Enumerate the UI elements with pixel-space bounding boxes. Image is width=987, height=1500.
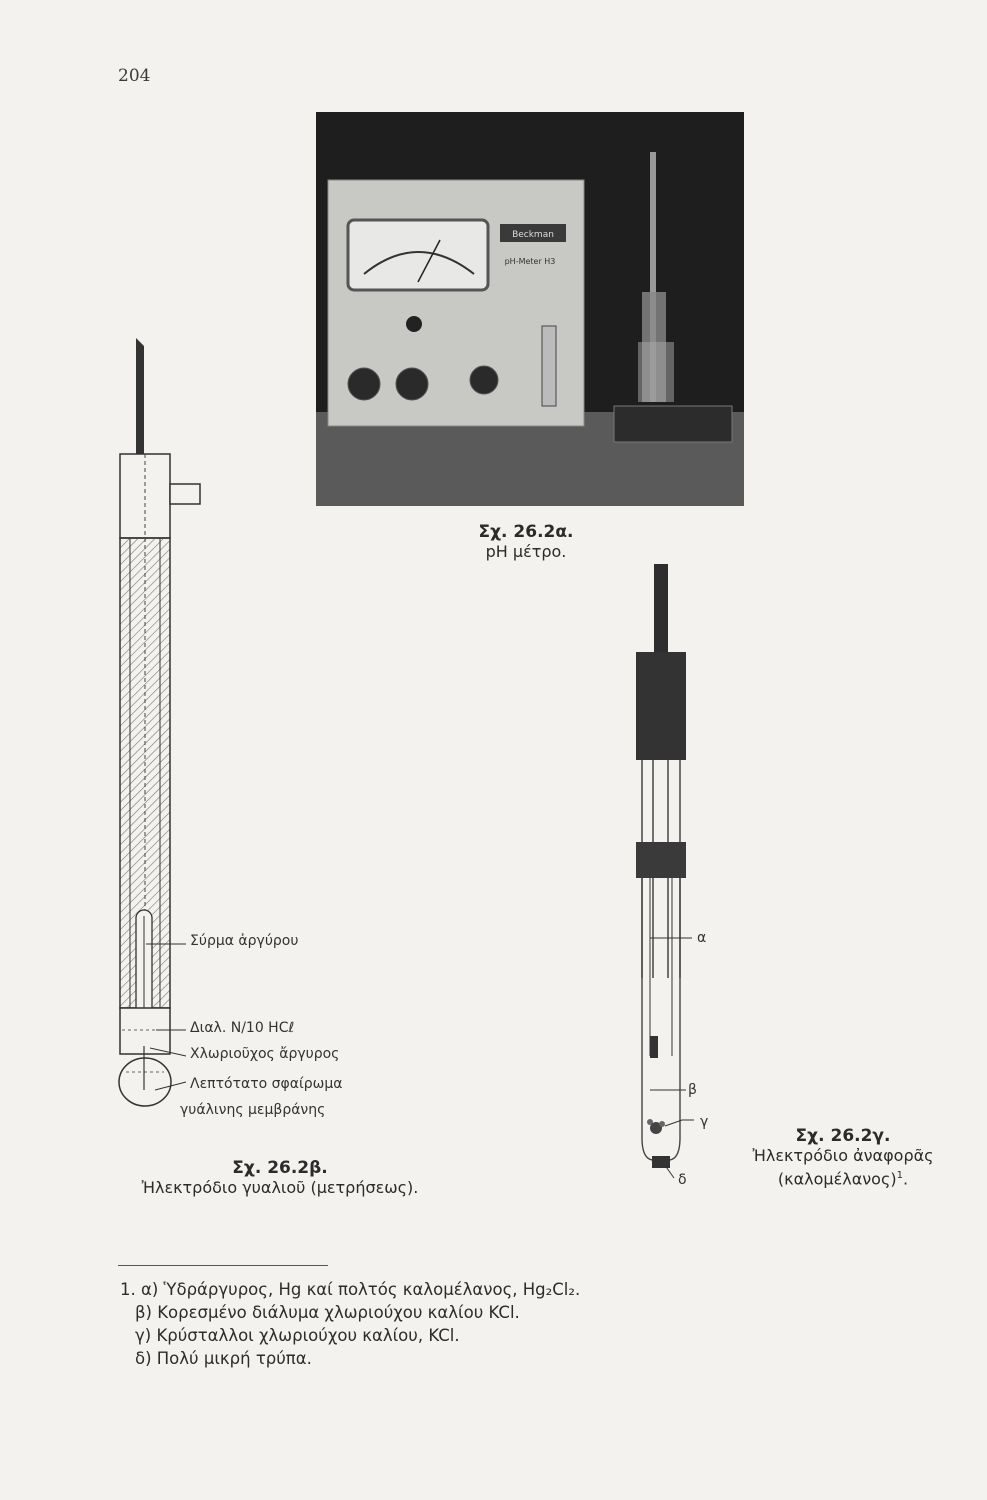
label-membrane-line-2: γυάλινης μεμβράνης <box>180 1102 326 1118</box>
brand-label: Beckman <box>512 230 554 240</box>
label-a: α <box>697 930 707 946</box>
figure-a-caption <box>436 522 616 562</box>
glass-electrode-diagram <box>100 330 210 1130</box>
figure-c-caption <box>728 1126 958 1189</box>
figure-c-title: Σχ. 26.2γ. <box>795 1126 891 1146</box>
label-c: γ <box>700 1114 709 1130</box>
label-silver-chloride: Χλωριοῦχος ἄργυρος <box>190 1046 340 1062</box>
footnote-line-1: 1. α) Ὑδράργυρος, Hg καί πολτός καλομέλανος, Hg₂Cl₂. <box>120 1280 581 1299</box>
footnote-divider <box>118 1265 328 1266</box>
ph-meter-illustration <box>316 112 744 506</box>
footnote-reference: 1 <box>896 1170 903 1181</box>
footnote-line-2: β) Κορεσμένο διάλυμα χλωριούχου καλίου KCl. <box>135 1303 520 1322</box>
figure-c-subtitle-2: (καλομέλανος) <box>777 1169 897 1189</box>
figure-c-subtitle-1: Ἠλεκτρόδιο ἀναφορᾶς <box>752 1146 934 1165</box>
label-d: δ <box>678 1172 687 1188</box>
label-membrane-line-1: Λεπτότατο σφαίρωμα <box>190 1076 343 1092</box>
model-label: pH-Meter H3 <box>504 257 556 266</box>
figure-c-subtitle-2-wrap: $(\kappa\alpha\lambda o\mu έ\lambda\alpha\nu o\varsigma)^1$. <box>777 1169 909 1189</box>
footnote-line-3: γ) Κρύσταλλοι χλωριούχου καλίου, KCl. <box>135 1326 460 1345</box>
calomel-electrode-diagram <box>620 558 730 1188</box>
figure-b-subtitle: Ἠλεκτρόδιο γυαλιοῦ (μετρήσεως). <box>141 1178 419 1197</box>
label-silver-wire: Σύρμα ἀργύρου <box>190 933 299 949</box>
page-number: 204 <box>118 66 151 86</box>
label-b: β <box>688 1082 697 1098</box>
figure-b-caption <box>110 1158 450 1198</box>
footnotes <box>120 1278 580 1370</box>
label-hcl-solution: Διαλ. N/10 HCℓ <box>190 1020 295 1036</box>
footnote-line-4: δ) Πολύ μικρή τρύπα. <box>135 1349 312 1368</box>
ph-meter-photo <box>316 112 744 506</box>
figure-a-title: Σχ. 26.2α. <box>478 522 574 542</box>
figure-a-subtitle: pH μέτρο. <box>485 542 567 561</box>
figure-b-title: Σχ. 26.2β. <box>232 1158 328 1178</box>
